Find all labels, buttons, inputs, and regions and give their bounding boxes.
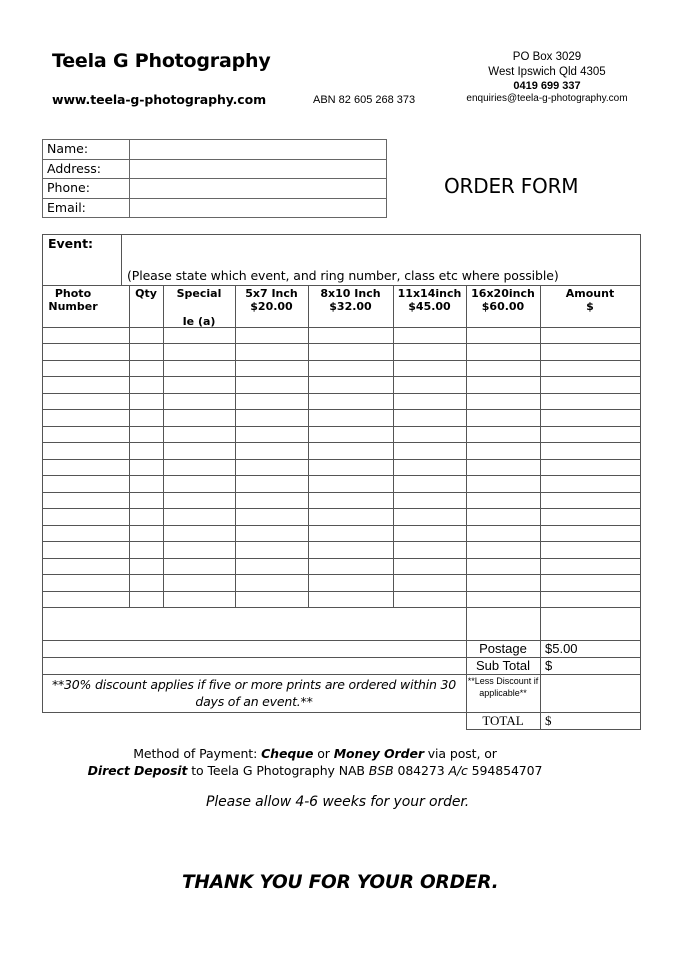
payment-method xyxy=(40,745,590,779)
grid-line xyxy=(640,234,641,730)
contact-block xyxy=(452,50,642,105)
col-header-8x10 xyxy=(308,287,393,313)
account-number: 594854707 xyxy=(467,763,543,778)
col-header-11x14 xyxy=(393,287,466,313)
col-header-line: Special xyxy=(176,287,222,300)
grid-line xyxy=(42,459,641,460)
col-header-line: 5x7 Inch xyxy=(245,287,298,300)
email-field[interactable] xyxy=(130,198,387,218)
customer-row-phone xyxy=(43,179,387,199)
col-header-line: 8x10 Inch xyxy=(320,287,381,300)
grid-line xyxy=(42,393,641,394)
event-field[interactable] xyxy=(122,235,639,265)
abn-number: ABN 82 605 268 373 xyxy=(313,94,416,106)
col-header-amount xyxy=(540,287,640,313)
grid-line xyxy=(393,285,394,608)
col-header-line: Amount xyxy=(565,287,615,300)
grid-line xyxy=(42,360,641,361)
company-name: Teela G Photography xyxy=(52,50,271,72)
event-label: Event: xyxy=(48,236,94,251)
less-discount-label: **Less Discount if applicable** xyxy=(467,676,539,698)
grid-line xyxy=(42,508,641,509)
email-link[interactable]: enquiries@teela-g-photography.com xyxy=(466,93,628,104)
grid-line xyxy=(42,525,641,526)
subtotal-label: Sub Total xyxy=(476,658,530,673)
grid-line xyxy=(42,343,641,344)
payment-or: or xyxy=(313,746,334,761)
total-label: TOTAL xyxy=(482,713,524,728)
email-label: Email: xyxy=(43,198,130,218)
grid-line xyxy=(235,285,236,608)
grid-line xyxy=(42,674,641,675)
grid-line xyxy=(129,285,130,608)
col-header-line: $ xyxy=(586,300,594,313)
address-line1: PO Box 3029 xyxy=(512,51,582,63)
account-label: A/c xyxy=(448,763,468,778)
col-header-line: Number xyxy=(48,300,98,313)
grid-line xyxy=(42,327,641,328)
postage-value: $5.00 xyxy=(545,641,578,656)
address-field[interactable] xyxy=(130,159,387,179)
grid-line xyxy=(42,426,641,427)
customer-row-email xyxy=(43,198,387,218)
payment-money-order: Money Order xyxy=(333,746,424,761)
col-header-line: Photo xyxy=(54,287,92,300)
payment-line1 xyxy=(40,745,590,762)
col-header-price: $45.00 xyxy=(408,300,451,313)
name-label: Name: xyxy=(43,140,130,160)
grid-line xyxy=(42,591,641,592)
payment-line2 xyxy=(40,762,590,779)
payment-account-name: to Teela G Photography NAB xyxy=(187,763,369,778)
phone-number: 0419 699 337 xyxy=(513,80,581,92)
grid-line xyxy=(42,541,641,542)
col-header-line: Qty xyxy=(135,287,157,300)
grid-line xyxy=(466,729,641,730)
grid-line xyxy=(42,475,641,476)
grid-line xyxy=(42,607,641,608)
bsb-label: BSB xyxy=(368,763,394,778)
grid-line xyxy=(42,574,641,575)
grid-line xyxy=(42,409,641,410)
grid-line xyxy=(42,442,641,443)
grid-line xyxy=(42,285,641,286)
address-line2: West Ipswich Qld 4305 xyxy=(488,66,606,78)
total-value[interactable]: $ xyxy=(545,713,552,728)
subtotal-value[interactable]: $ xyxy=(545,658,553,673)
customer-details-table xyxy=(42,139,387,218)
processing-notice: Please allow 4-6 weeks for your order. xyxy=(206,794,470,810)
grid-line xyxy=(42,558,641,559)
postage-label: Postage xyxy=(479,641,527,656)
col-header-5x7 xyxy=(235,287,308,313)
address-label: Address: xyxy=(43,159,130,179)
col-header-price: $60.00 xyxy=(481,300,525,313)
col-header-line: 11x14inch xyxy=(397,287,462,300)
grid-line xyxy=(42,492,641,493)
name-field[interactable] xyxy=(130,140,387,160)
payment-via-post: via post, or xyxy=(423,746,497,761)
customer-row-name xyxy=(43,140,387,160)
payment-direct-deposit: Direct Deposit xyxy=(87,763,188,778)
col-header-16x20 xyxy=(466,287,540,313)
grid-line xyxy=(42,376,641,377)
phone-label: Phone: xyxy=(43,179,130,199)
customer-row-address xyxy=(43,159,387,179)
event-hint: (Please state which event, and ring number, class etc where possible) xyxy=(127,268,559,283)
grid-line xyxy=(308,285,309,608)
col-header-special xyxy=(163,287,235,328)
col-header-price: $32.00 xyxy=(329,300,372,313)
grid-line xyxy=(163,285,164,608)
payment-prefix: Method of Payment: xyxy=(133,746,262,761)
col-header-qty xyxy=(129,287,163,300)
bsb-number: 084273 xyxy=(393,763,449,778)
thank-you-message: THANK YOU FOR YOUR ORDER. xyxy=(182,872,499,893)
page-title: ORDER FORM xyxy=(444,174,579,198)
col-header-line: 16x20inch xyxy=(471,287,535,300)
col-header-line: Ie (a) xyxy=(182,315,216,328)
col-header-photo-number xyxy=(42,287,104,313)
payment-cheque: Cheque xyxy=(261,746,314,761)
grid-line xyxy=(540,285,541,608)
phone-field[interactable] xyxy=(130,179,387,199)
grid-line xyxy=(466,285,467,608)
website-link[interactable]: www.teela-g-photography.com xyxy=(52,92,267,107)
col-header-price: $20.00 xyxy=(250,300,293,313)
discount-note: **30% discount applies if five or more prints are ordered within 30 days of an event.** xyxy=(51,677,457,709)
